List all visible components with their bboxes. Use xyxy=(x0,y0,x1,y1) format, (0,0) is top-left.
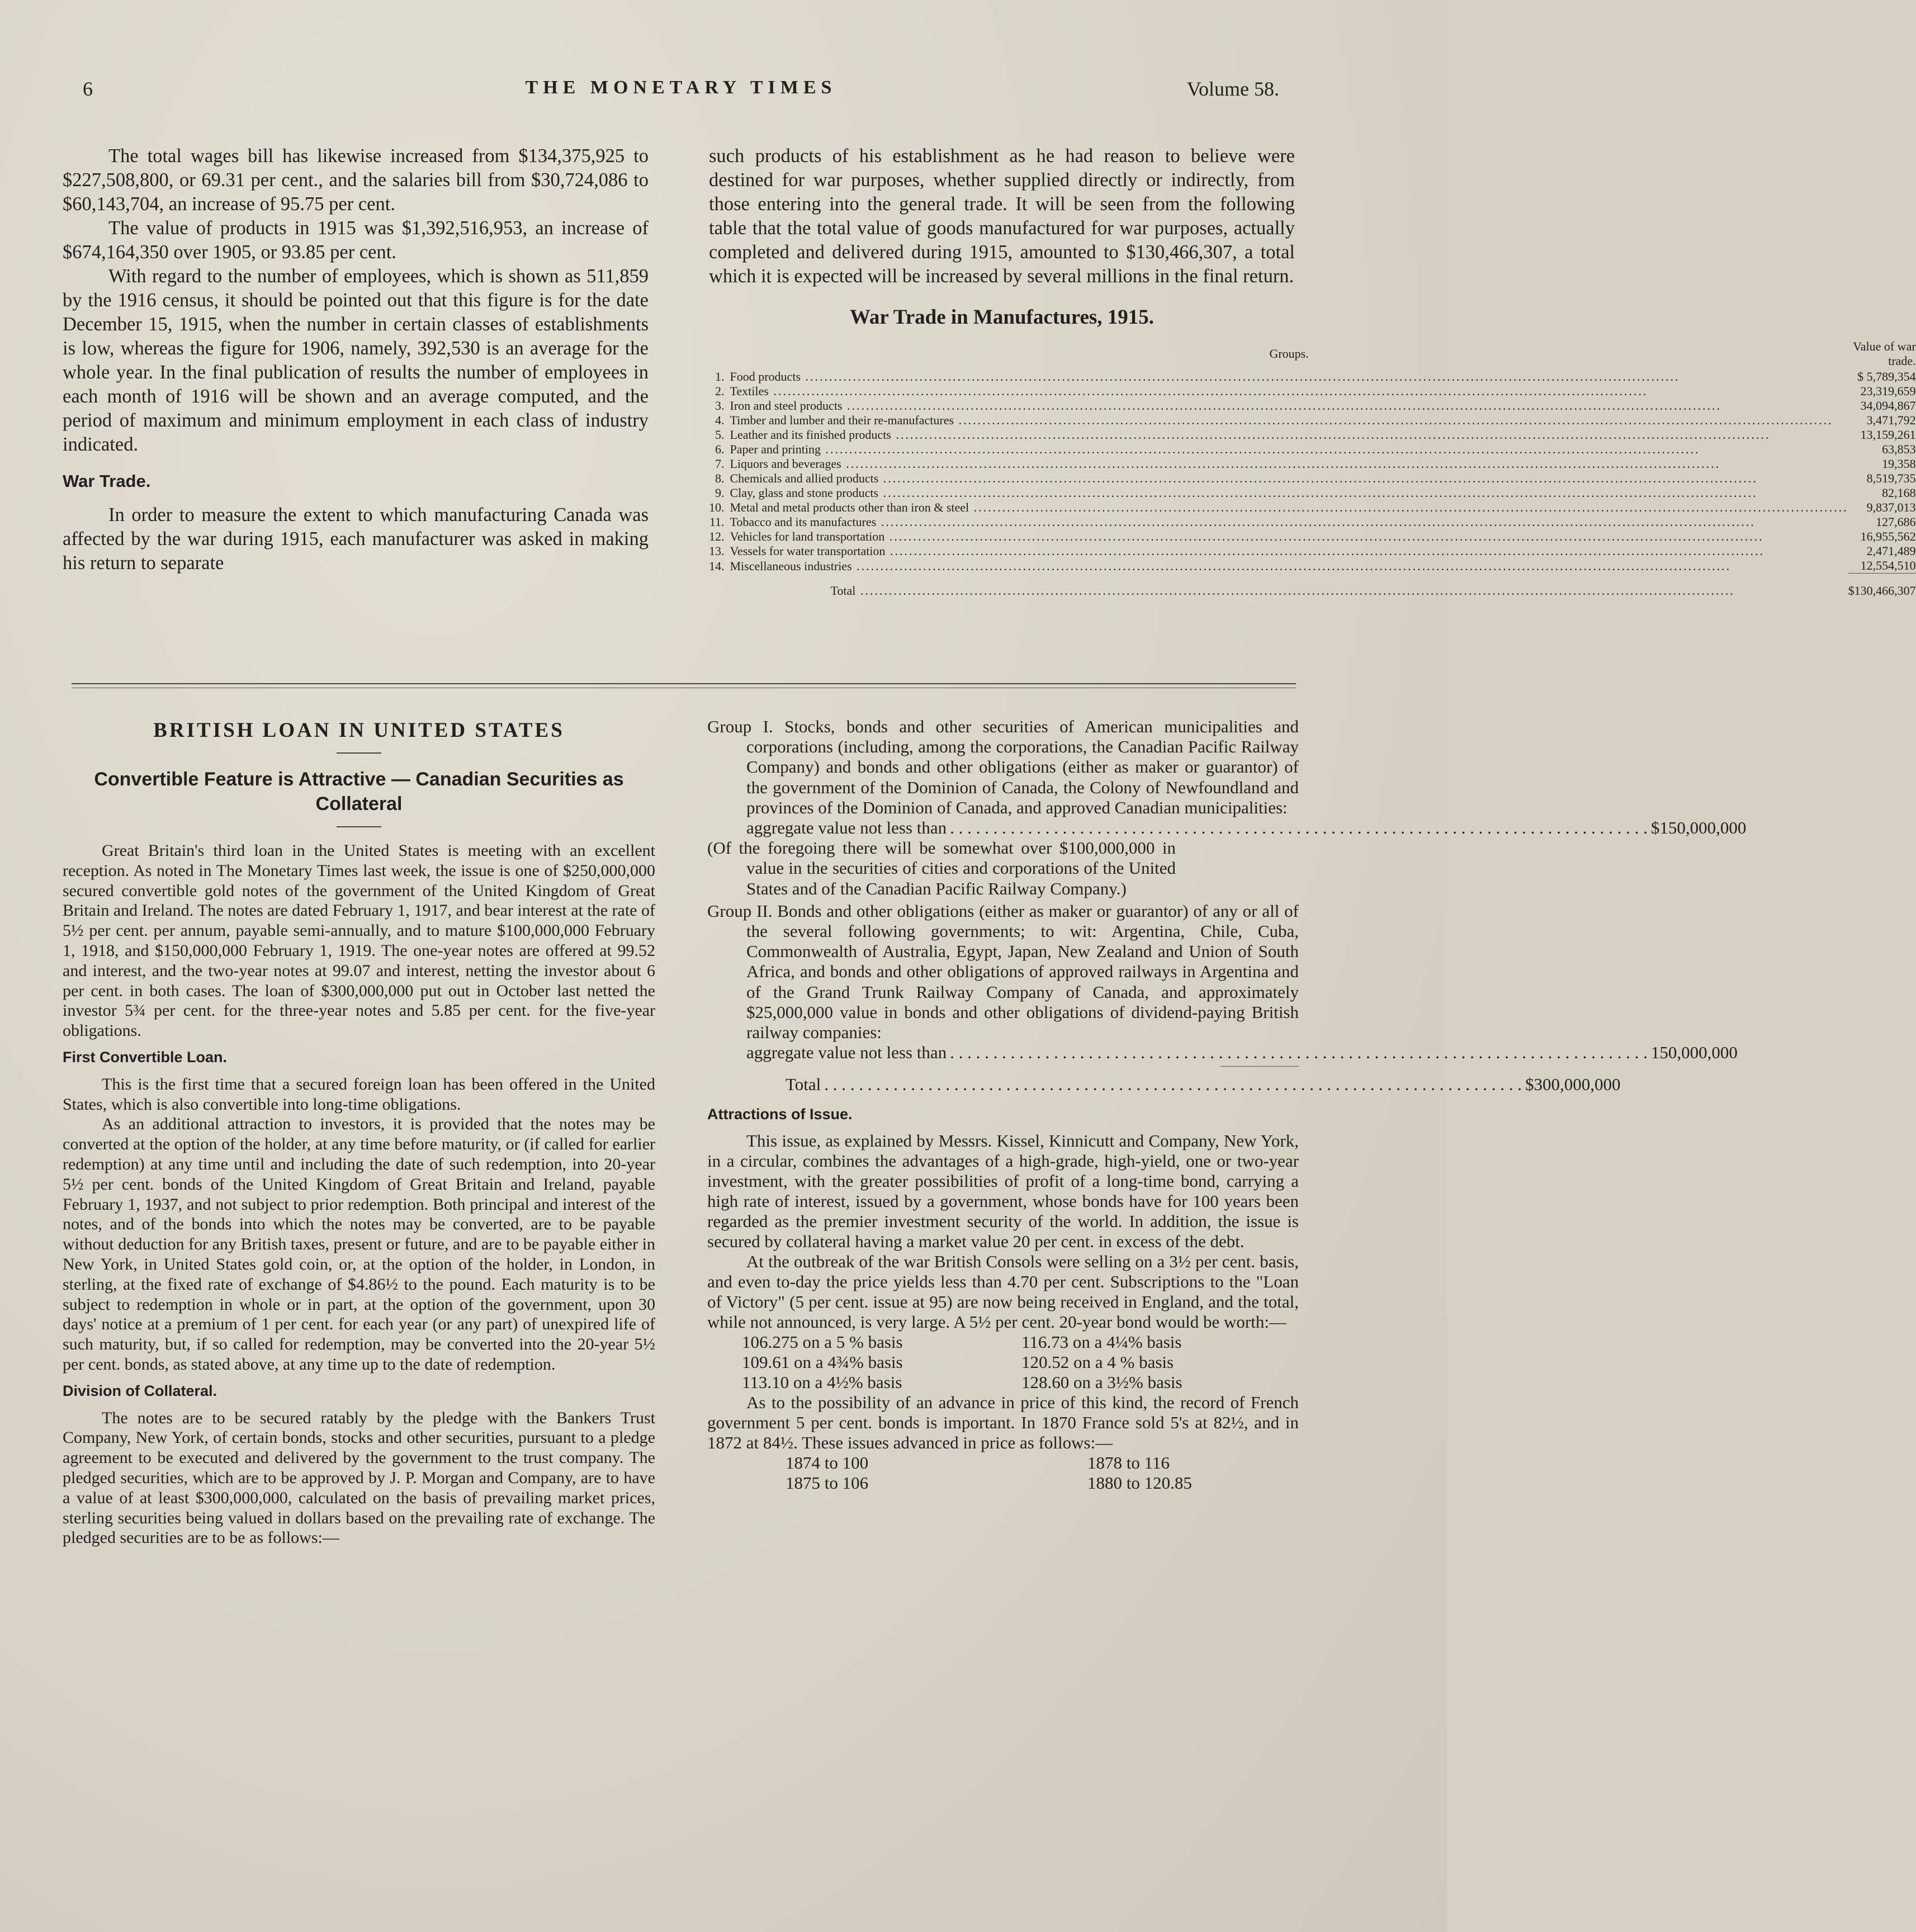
paragraph-conversion: As an additional attraction to investors, it is provided that the notes may be converted at the option of the holder, at any time before maturity, or (if called for earlier redemption) at any time until and including the date of such redemption, into 20-year 5½ per cent. bonds of the United Kingdom of Great Britain and Ireland, payable February 1, 1937, and not subject to prior redemption. Both principal and interest of the notes, and of the bonds into which the notes may be converted, are to be payable without deduction for any British taxes, present or future, and are to be payable either in New York, in United States gold coin, or, at the option of the holder, in London, in sterling, at the fixed rate of exchange of $4.86½ to the pound. Each maturity is to be subject to redemption in whole or in part, at the option of the government, upon 30 days' notice at a premium of 1 per cent. for each year (or any part) of unexpired life of such maturity, but, if so called for redemption, may be converted into the 20-year 5½ per cent. bonds, as stated above, at any time up to the date of redemption. xyxy=(63,1115,655,1374)
table-row xyxy=(709,370,1916,384)
division-collateral-heading: Division of Collateral. xyxy=(63,1382,217,1399)
row-number: 10. xyxy=(709,500,725,514)
price-item: 120.52 on a 4 % basis xyxy=(1021,1352,1174,1372)
row-value: 3,471,792 xyxy=(1866,413,1916,427)
table-row xyxy=(709,515,1916,529)
total-rule xyxy=(1220,1066,1299,1067)
row-number: 4. xyxy=(715,413,725,427)
war-trade-table xyxy=(709,339,1916,598)
group-two-text: Group II. Bonds and other obligations (either as maker or guarantor) of any or all of the several following governments; to wit: Argentina, Chile, Cuba, Commonwealth of Australia, Egypt, Japan, New Zealand and Union of South Africa, and bonds and other obligations of approved railways in Argentina and of the Grand Trunk Railway Company of Canada, and approximately $25,000,000 value in bonds and other obligations of dividend-paying British railway companies: xyxy=(707,901,1299,1043)
row-number: 7. xyxy=(715,457,725,471)
row-value: 34,094,867 xyxy=(1860,399,1916,413)
table-row xyxy=(709,500,1916,515)
row-number: 5. xyxy=(715,428,725,442)
group-one-lead: aggregate value not less than xyxy=(746,818,947,838)
row-value: 8,519,735 xyxy=(1866,471,1916,485)
group-two xyxy=(707,901,1738,1063)
article-subheading: Convertible Feature is Attractive — Canadian Securities as Collateral xyxy=(94,769,624,815)
table-row xyxy=(709,471,1916,486)
groups-total-line xyxy=(707,1074,1621,1095)
price-item: 106.275 on a 5 % basis xyxy=(742,1332,903,1352)
price-item: 109.61 on a 4¾% basis xyxy=(742,1352,903,1372)
row-label: Textiles ..... xyxy=(730,384,1848,399)
row-number: 14. xyxy=(709,558,725,573)
row-label: Vehicles for land transportation ..... xyxy=(730,529,1848,544)
row-label: Liquors and beverages ..... xyxy=(730,457,1848,471)
year-item: 1878 to 116 xyxy=(1087,1452,1170,1472)
group-one xyxy=(707,717,1747,838)
table-row xyxy=(709,457,1916,471)
table-row xyxy=(709,558,1916,574)
attractions-heading: Attractions of Issue. xyxy=(707,1105,853,1123)
attractions-body xyxy=(707,1131,1299,1332)
table-row xyxy=(709,544,1916,558)
col-header-value: Value of war trade. xyxy=(1853,339,1916,368)
row-number: 11. xyxy=(709,515,725,529)
table-row xyxy=(709,442,1916,457)
row-number: 1. xyxy=(715,370,725,383)
paragraph-attractions: This issue, as explained by Messrs. Kissel, Kinnicutt and Company, New York, in a circular, combines the advantages of a high-grade, high-yield, one or two-year investment, with the greater possibilities of profit of a long-time bond, carrying a high rate of interest, issued by a government, whose bonds have for 100 years been regarded as the premier investment security of the world. In addition, the issue is secured by collateral having a market value 20 per cent. in excess of the debt. xyxy=(707,1130,1299,1251)
row-value: 19,358 xyxy=(1882,457,1916,471)
table-row xyxy=(709,428,1916,442)
group-two-lead: aggregate value not less than xyxy=(746,1043,947,1063)
row-number: 3. xyxy=(715,399,725,413)
heading-rule xyxy=(337,752,381,754)
group-two-value: 150,000,000 xyxy=(1650,1043,1738,1063)
row-number: 13. xyxy=(709,544,725,558)
col-header-groups: Groups. xyxy=(1269,347,1309,361)
group-one-value-line xyxy=(746,818,1747,838)
price-item: 128.60 on a 3½% basis xyxy=(1021,1372,1182,1392)
price-item: 116.73 on a 4¼% basis xyxy=(1021,1332,1182,1352)
top-right-column xyxy=(709,144,1916,598)
row-label: Timber and lumber and their re-manufactures ..... xyxy=(730,413,1848,428)
table-row xyxy=(709,384,1916,399)
row-label: Metal and metal products other than iron & steel ..... xyxy=(730,500,1848,515)
masthead: THE MONETARY TIMES xyxy=(525,77,837,98)
year-item: 1880 to 120.85 xyxy=(1087,1472,1192,1493)
paragraph-collateral: The notes are to be secured ratably by the pledge with the Bankers Trust Company, New York, of certain bonds, stocks and other securities, pursuant to a pledge agreement to be executed and delivered by the government to the trust company. The pledged securities, which are to be approved by J. P. Morgan and Company, are to have a value of at least $300,000,000, calculated on the basis of prevailing market prices, sterling securities being valued in dollars based on the prevailing rate of exchange. The pledged securities are to be as follows:— xyxy=(63,1408,655,1547)
row-value: 9,837,013 xyxy=(1866,500,1916,514)
page-number: 6 xyxy=(83,78,93,100)
groups-total-label: Total xyxy=(786,1074,821,1095)
year-item: 1875 to 106 xyxy=(786,1472,869,1493)
page-header xyxy=(83,77,1279,105)
war-trade-heading: War Trade. xyxy=(63,471,151,491)
subheading-rule xyxy=(337,826,381,827)
paragraph-war-trade: In order to measure the extent to which manufacturing Canada was affected by the war during 1915, each manufacturer was asked in making his return to separate xyxy=(63,504,649,574)
paragraph-french-bonds: As to the possibility of an advance in price of this kind, the record of French government 5 per cent. bonds is important. In 1870 France sold 5's at 82½, and in 1872 at 84½. These issues advanced in price as follows:— xyxy=(707,1392,1299,1452)
row-value: 12,554,510 xyxy=(1860,558,1916,572)
row-value: 13,159,261 xyxy=(1860,428,1916,442)
row-number: 9. xyxy=(715,486,725,500)
row-label: Miscellaneous industries ..... xyxy=(730,558,1848,574)
year-item: 1874 to 100 xyxy=(786,1452,869,1472)
group-one-value: $150,000,000 xyxy=(1650,818,1747,838)
row-number: 8. xyxy=(715,471,725,485)
paragraph-first-time: This is the first time that a secured foreign loan has been offered in the United States, which is also convertible into long-time obligations. xyxy=(63,1074,655,1114)
table-row xyxy=(709,529,1916,544)
paragraph-war-purposes: such products of his establishment as he had reason to believe were destined for war purposes, whether supplied directly or indirectly, from those entering into the general trade. It will be seen from the following table that the total value of goods manufactured for war purposes, actually completed and delivered during 1915, amounted to $130,466,307, a total which it is expected will be increased by several millions in the final return. xyxy=(709,145,1295,287)
group-two-value-line xyxy=(746,1043,1738,1063)
row-label: Leather and its finished products ..... xyxy=(730,428,1848,442)
row-label: Tobacco and its manufactures ..... xyxy=(730,515,1848,529)
article-heading: BRITISH LOAN IN UNITED STATES xyxy=(153,719,565,742)
groups-column xyxy=(707,717,1747,1493)
paragraph-loan-intro: Great Britain's third loan in the United States is meeting with an excellent reception. As noted in The Monetary Times last week, the issue is one of $250,000,000 secured convertible gold notes of the government of the United Kingdom of Great Britain and Ireland. The notes are dated February 1, 1917, and bear interest at the rate of 5½ per cent. per annum, payable semi-annually, and to mature $100,000,000 February 1, 1918, and $150,000,000 February 1, 1919. The one-year notes are offered at 99.52 and interest, and the two-year notes at 99.07 and interest, netting the investor about 6 per cent. in both cases. The loan of $300,000,000 put out in October last netted the investor 5¾ per cent. for the three-year notes and 5.85 per cent. for the five-year obligations. xyxy=(63,841,655,1040)
row-value: 127,686 xyxy=(1876,515,1916,529)
row-number: 2. xyxy=(715,384,725,398)
top-left-column xyxy=(63,144,649,575)
group-one-note: (Of the foregoing there will be somewhat over $100,000,000 in value in the securities of cities and corporations of the United States and of the Canadian Pacific Railway Company.) xyxy=(707,838,1176,898)
row-label: Vessels for water transportation ..... xyxy=(730,544,1848,558)
loan-article xyxy=(63,718,655,1548)
volume-label: Volume 58. xyxy=(1186,78,1279,100)
row-label: Clay, glass and stone products ..... xyxy=(730,486,1848,500)
table-row xyxy=(709,399,1916,413)
paragraph-wages: The total wages bill has likewise increased from $134,375,925 to $227,508,800, or 69.31 per cent., and the salaries bill from $30,724,086 to $60,143,704, an increase of 95.75 per cent. xyxy=(63,145,649,215)
row-number: 12. xyxy=(709,529,725,543)
loan-body xyxy=(63,841,655,1548)
french-price-list xyxy=(707,1453,1299,1493)
table-row xyxy=(709,486,1916,500)
row-label: Paper and printing ..... xyxy=(730,442,1848,457)
row-value: 2,471,489 xyxy=(1866,544,1916,558)
table-total-value: $130,466,307 xyxy=(1848,574,1916,599)
row-value: 23,319,659 xyxy=(1860,384,1916,398)
groups-total-value: $300,000,000 xyxy=(1525,1074,1621,1095)
row-number: 6. xyxy=(715,442,725,456)
row-label: Iron and steel products ..... xyxy=(730,399,1848,413)
table-title: War Trade in Manufactures, 1915. xyxy=(849,306,1155,329)
group-one-text: Group I. Stocks, bonds and other securities of American municipalities and corporations (including, among the corporations, the Canadian Pacific Railway Company) and bonds and other obligations (either as maker or guarantor) of the government of the Dominion of Canada, the Colony of Newfoundland and provinces of the Dominion of Canada, and approved Canadian municipalities: xyxy=(707,717,1299,817)
first-convertible-heading: First Convertible Loan. xyxy=(63,1048,228,1066)
paragraph-products: The value of products in 1915 was $1,392,516,953, an increase of $674,164,350 over 1905, or 93.85 per cent. xyxy=(63,217,649,263)
paragraph-employees: With regard to the number of employees, which is shown as 511,859 by the 1916 census, it should be pointed out that this figure is for the date December 15, 1915, when the number in certain classes of establishments is low, whereas the figure for 1906, namely, 392,530 is an average for the whole year. In the final publication of results the number of employees in each month of 1916 will be shown and an average computed, and the period of maximum and minimum employment in each class of industry indicated. xyxy=(63,266,649,455)
row-value: 82,168 xyxy=(1882,486,1916,500)
row-value: 63,853 xyxy=(1882,442,1916,456)
paragraph-consols: At the outbreak of the war British Consols were selling on a 3½ per cent. basis, and even to-day the price yields less than 4.70 per cent. Subscriptions to the "Loan of Victory" (5 per cent. issue at 95) are now being received in England, and the total, while not announced, is very large. A 5½ per cent. 20-year bond would be worth:— xyxy=(707,1251,1299,1332)
price-item: 113.10 on a 4½% basis xyxy=(742,1372,902,1392)
section-rule xyxy=(72,683,1296,684)
table-row xyxy=(709,413,1916,428)
row-label: Chemicals and allied products ..... xyxy=(730,471,1848,486)
row-label: Food products ..... xyxy=(730,370,1848,384)
bond-price-list xyxy=(707,1332,1299,1393)
row-value: 16,955,562 xyxy=(1860,529,1916,543)
table-total-label: Total ..... xyxy=(730,574,1848,599)
row-value: $ 5,789,354 xyxy=(1857,370,1916,383)
